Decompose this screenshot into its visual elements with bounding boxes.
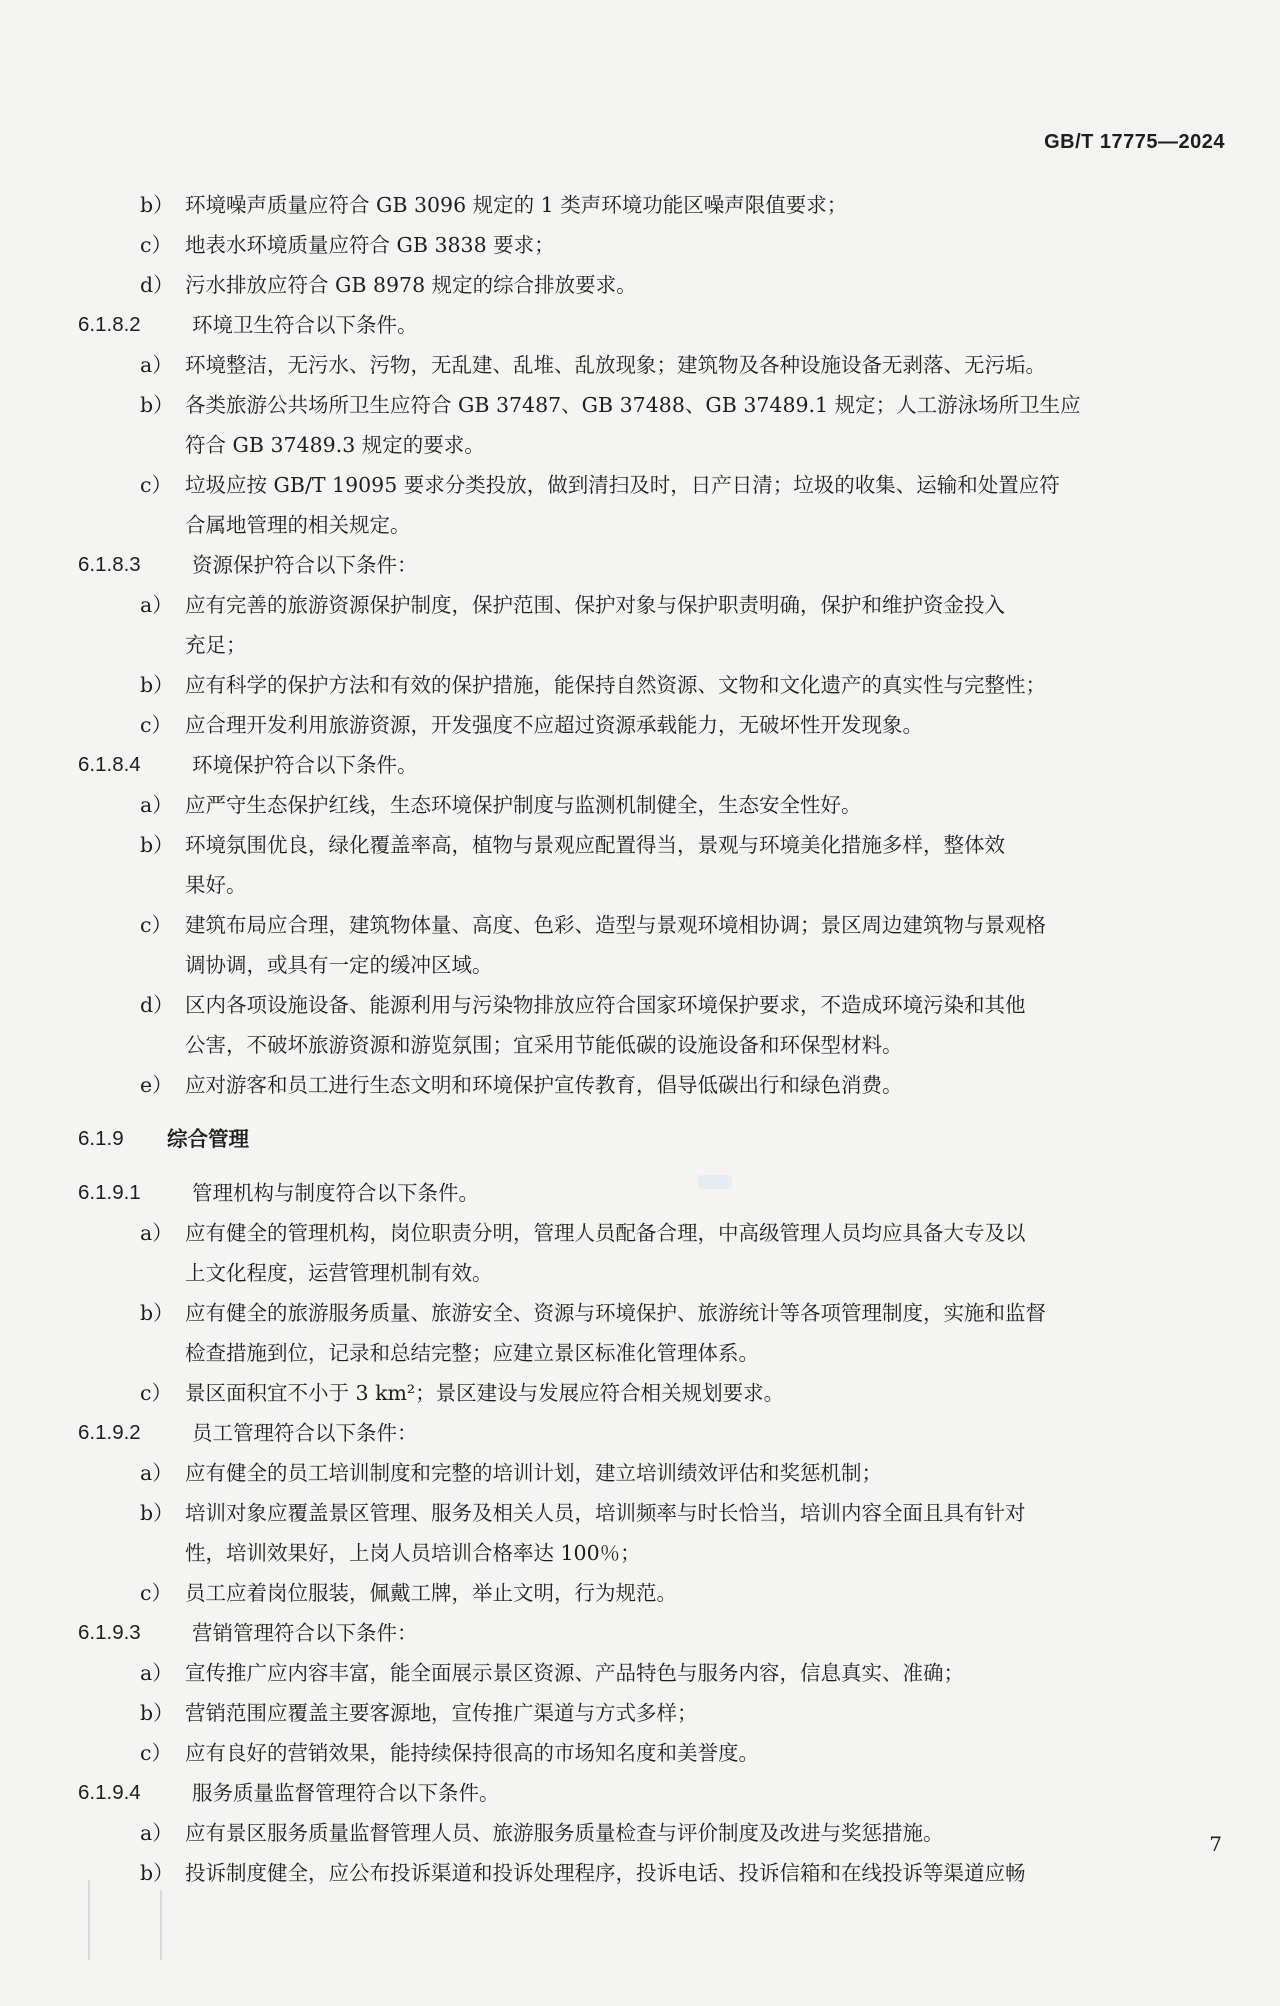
list-item [0, 1065, 1280, 1105]
list-item-marker: c） [140, 233, 172, 257]
continuation-line [0, 505, 1280, 545]
line-text: 资源保护符合以下条件： [192, 553, 418, 577]
list-item-marker: b） [140, 1501, 174, 1525]
scan-edge-line [88, 1880, 90, 1960]
list-item [0, 1573, 1280, 1613]
line-text: 符合 GB 37489.3 规定的要求。 [185, 433, 485, 457]
continuation-line [0, 945, 1280, 985]
line-text: 景区面积宜不小于 3 km²；景区建设与发展应符合相关规划要求。 [185, 1381, 785, 1405]
line-text: 合属地管理的相关规定。 [185, 513, 411, 537]
line-text: 应严守生态保护红线，生态环境保护制度与监测机制健全，生态安全性好。 [185, 793, 862, 817]
line-text: 地表水环境质量应符合 GB 3838 要求； [185, 233, 555, 257]
clause-heading [0, 1413, 1280, 1453]
line-text: 性，培训效果好，上岗人员培训合格率达 100％； [185, 1541, 641, 1565]
line-text: 环境整洁，无污水、污物，无乱建、乱堆、乱放现象；建筑物及各种设施设备无剥落、无污垢。 [185, 353, 1046, 377]
line-text: 公害，不破坏旅游资源和游览氛围；宜采用节能低碳的设施设备和环保型材料。 [185, 1033, 903, 1057]
list-item [0, 1813, 1280, 1853]
line-text: 应有健全的管理机构，岗位职责分明，管理人员配备合理，中高级管理人员均应具备大专及以 [185, 1221, 1026, 1245]
list-item [0, 1293, 1280, 1333]
continuation-line [0, 425, 1280, 465]
line-text: 检查措施到位，记录和总结完整；应建立景区标准化管理体系。 [185, 1341, 759, 1365]
clause-heading [0, 1773, 1280, 1813]
continuation-line [0, 1533, 1280, 1573]
line-text: 环境保护符合以下条件。 [192, 753, 418, 777]
clause-number: 6.1.9.4 [78, 1781, 141, 1804]
list-item [0, 785, 1280, 825]
list-item [0, 905, 1280, 945]
clause-heading [0, 745, 1280, 785]
list-item [0, 825, 1280, 865]
line-text: 员工管理符合以下条件： [192, 1421, 418, 1445]
list-item [0, 1733, 1280, 1773]
line-text: 应有健全的旅游服务质量、旅游安全、资源与环境保护、旅游统计等各项管理制度，实施和监督 [185, 1301, 1046, 1325]
list-item [0, 1493, 1280, 1533]
clause-number: 6.1.8.4 [78, 753, 141, 776]
list-item-marker: a） [140, 793, 173, 817]
line-text: 垃圾应按 GB/T 19095 要求分类投放，做到清扫及时，日产日清；垃圾的收集、运输和处置应符 [185, 473, 1060, 497]
list-item-marker: c） [140, 1741, 172, 1765]
line-text: 综合管理 [167, 1127, 249, 1151]
list-item [0, 1853, 1280, 1893]
line-text: 环境氛围优良，绿化覆盖率高，植物与景观应配置得当，景观与环境美化措施多样，整体效 [185, 833, 1005, 857]
line-text: 投诉制度健全，应公布投诉渠道和投诉处理程序，投诉电话、投诉信箱和在线投诉等渠道应畅 [185, 1861, 1026, 1885]
list-item [0, 265, 1280, 305]
list-item-marker: b） [140, 673, 174, 697]
line-text: 应对游客和员工进行生态文明和环境保护宣传教育，倡导低碳出行和绿色消费。 [185, 1073, 903, 1097]
list-item [0, 1213, 1280, 1253]
list-item [0, 225, 1280, 265]
list-item [0, 985, 1280, 1025]
line-text: 应有完善的旅游资源保护制度，保护范围、保护对象与保护职责明确，保护和维护资金投入 [185, 593, 1005, 617]
list-item-marker: b） [140, 393, 174, 417]
line-text: 建筑布局应合理，建筑物体量、高度、色彩、造型与景观环境相协调；景区周边建筑物与景观格 [185, 913, 1046, 937]
list-item-marker: b） [140, 1701, 174, 1725]
list-item-marker: d） [140, 993, 174, 1017]
list-item [0, 1653, 1280, 1693]
clause-heading [0, 1173, 1280, 1213]
list-item [0, 705, 1280, 745]
list-item-marker: b） [140, 193, 174, 217]
line-text: 管理机构与制度符合以下条件。 [192, 1181, 479, 1205]
continuation-line [0, 625, 1280, 665]
line-text: 服务质量监督管理符合以下条件。 [192, 1781, 500, 1805]
list-item-marker: a） [140, 1821, 173, 1845]
list-item-marker: a） [140, 353, 173, 377]
clause-number: 6.1.8.2 [78, 313, 141, 336]
line-text: 充足； [185, 633, 247, 657]
line-text: 调协调，或具有一定的缓冲区域。 [185, 953, 493, 977]
clause-heading [0, 1613, 1280, 1653]
list-item-marker: d） [140, 273, 174, 297]
continuation-line [0, 865, 1280, 905]
list-item-marker: c） [140, 473, 172, 497]
list-item-marker: a） [140, 1221, 173, 1245]
line-text: 营销管理符合以下条件： [192, 1621, 418, 1645]
continuation-line [0, 1333, 1280, 1373]
list-item-marker: c） [140, 1381, 172, 1405]
section-number: 6.1.9 [78, 1127, 124, 1150]
clause-number: 6.1.9.1 [78, 1181, 141, 1204]
line-text: 应有科学的保护方法和有效的保护措施，能保持自然资源、文物和文化遗产的真实性与完整性； [185, 673, 1046, 697]
list-item-marker: a） [140, 1461, 173, 1485]
clause-number: 6.1.8.3 [78, 553, 141, 576]
line-text: 员工应着岗位服装，佩戴工牌，举止文明，行为规范。 [185, 1581, 677, 1605]
line-text: 环境噪声质量应符合 GB 3096 规定的 1 类声环境功能区噪声限值要求； [185, 193, 848, 217]
list-item-marker: b） [140, 1301, 174, 1325]
list-item-marker: b） [140, 833, 174, 857]
clause-heading [0, 545, 1280, 585]
standard-code: GB/T 17775—2024 [1044, 131, 1225, 153]
line-text: 宣传推广应内容丰富，能全面展示景区资源、产品特色与服务内容，信息真实、准确； [185, 1661, 964, 1685]
list-item [0, 185, 1280, 225]
list-item [0, 345, 1280, 385]
line-text: 应合理开发利用旅游资源，开发强度不应超过资源承载能力，无破坏性开发现象。 [185, 713, 923, 737]
list-item-marker: c） [140, 913, 172, 937]
line-text: 上文化程度，运营管理机制有效。 [185, 1261, 493, 1285]
list-item [0, 1453, 1280, 1493]
list-item-marker: c） [140, 713, 172, 737]
list-item-marker: a） [140, 593, 173, 617]
list-item [0, 1693, 1280, 1733]
line-text: 应有景区服务质量监督管理人员、旅游服务质量检查与评价制度及改进与奖惩措施。 [185, 1821, 944, 1845]
scan-edge-line [160, 1890, 162, 1960]
list-item [0, 665, 1280, 705]
list-item-marker: a） [140, 1661, 173, 1685]
list-item [0, 585, 1280, 625]
list-item [0, 465, 1280, 505]
clause-heading [0, 305, 1280, 345]
clause-number: 6.1.9.2 [78, 1421, 141, 1444]
list-item-marker: c） [140, 1581, 172, 1605]
line-text: 营销范围应覆盖主要客源地，宣传推广渠道与方式多样； [185, 1701, 698, 1725]
list-item-marker: e） [140, 1073, 173, 1097]
clause-number: 6.1.9.3 [78, 1621, 141, 1644]
list-item [0, 385, 1280, 425]
document-body [0, 185, 1280, 1893]
line-text: 区内各项设施设备、能源利用与污染物排放应符合国家环境保护要求，不造成环境污染和其他 [185, 993, 1026, 1017]
line-text: 培训对象应覆盖景区管理、服务及相关人员，培训频率与时长恰当，培训内容全面且具有针对 [185, 1501, 1026, 1525]
line-text: 应有健全的员工培训制度和完整的培训计划，建立培训绩效评估和奖惩机制； [185, 1461, 882, 1485]
line-text: 果好。 [185, 873, 247, 897]
list-item [0, 1373, 1280, 1413]
scan-watermark [698, 1175, 732, 1189]
line-text: 应有良好的营销效果，能持续保持很高的市场知名度和美誉度。 [185, 1741, 759, 1765]
line-text: 环境卫生符合以下条件。 [192, 313, 418, 337]
line-text: 污水排放应符合 GB 8978 规定的综合排放要求。 [185, 273, 637, 297]
continuation-line [0, 1253, 1280, 1293]
line-text: 各类旅游公共场所卫生应符合 GB 37487、GB 37488、GB 37489.1 规定；人工游泳场所卫生应 [185, 393, 1081, 417]
list-item-marker: b） [140, 1861, 174, 1885]
section-heading [0, 1119, 1280, 1159]
continuation-line [0, 1025, 1280, 1065]
page-number: 7 [1209, 1832, 1222, 1856]
